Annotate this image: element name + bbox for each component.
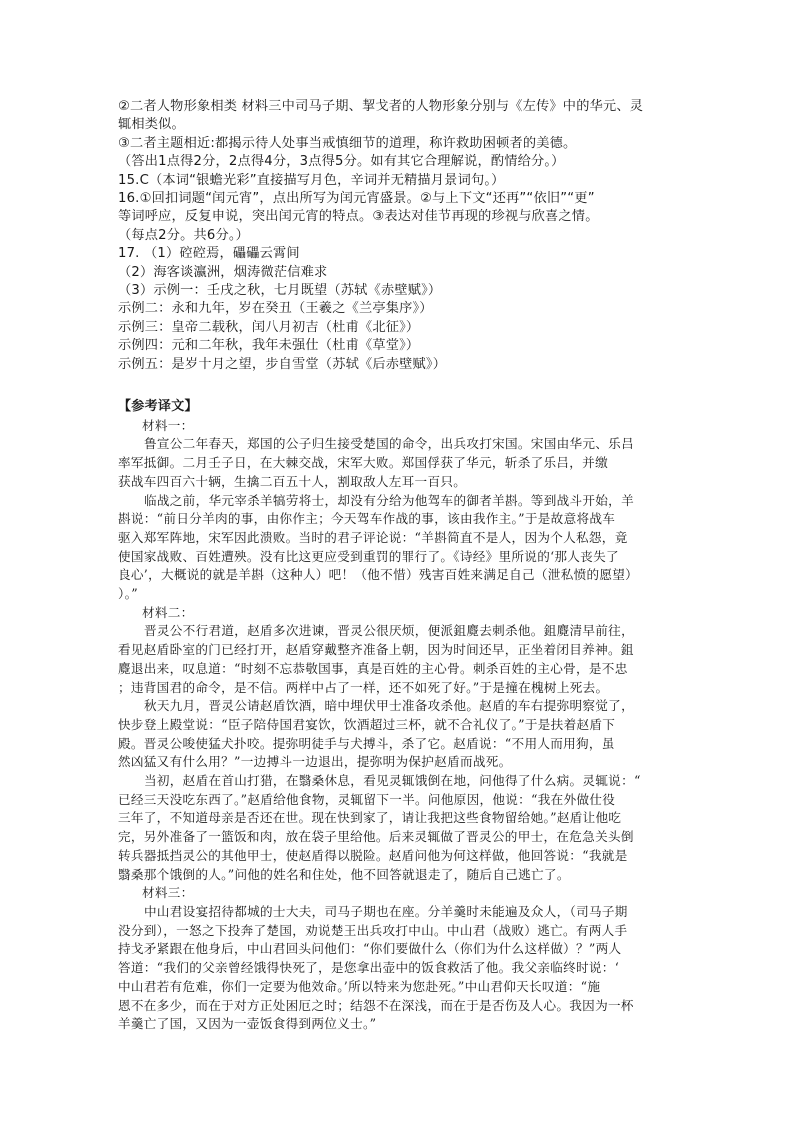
translation-line: 看见赵盾卧室的门已经打开，赵盾穿戴整齐准备上朝，因为时间还早，正坐着闭目养神。鉏 <box>118 642 634 658</box>
answer-line: 示例二：永和九年，岁在癸丑（王羲之《兰亭集序》） <box>118 301 433 317</box>
translation-body <box>118 417 708 1034</box>
answer-line: （答出1点得2分，2点得4分，3点得5分。如有其它合理解说，酌情给分。） <box>118 154 565 170</box>
answer-line: 15.C（本词“银蟾光彩”直接描写月色，辛词并无精描月景词句。） <box>118 172 505 188</box>
translation-line: ；违背国君的命令，是不信。两样中占了一样，还不如死了好。”于是撞在槐树上死去。 <box>118 679 609 695</box>
translation-line: 鲁宣公二年春天，郑国的公子归生接受楚国的命令，出兵攻打宋国。宋国由华元、乐吕 <box>144 436 634 452</box>
translation-line: 殿。晋灵公唆使猛犬扑咬。提弥明徒手与犬搏斗，杀了它。赵盾说：“不用人而用狗，虽 <box>118 735 615 751</box>
answer-line: 16.①回扣词题“闰元宵”，点出所写为闰元宵盛景。②与上下文“还再”“依旧”“更” <box>118 191 595 207</box>
translation-line: 材料二： <box>142 604 194 620</box>
translation-line: 临战之前，华元宰杀羊犒劳将士，却没有分给为他驾车的御者羊斟。等到战斗开始，羊 <box>144 492 634 508</box>
answer-line: 辄相类似。 <box>118 117 185 133</box>
translation-line: 驱入郑军阵地，宋军因此溃败。当时的君子评论说：“羊斟简直不是人，因为个人私怨，竟 <box>118 529 628 545</box>
translation-line: 晋灵公不行君道，赵盾多次进谏，晋灵公很厌烦，便派鉏麑去刺杀他。鉏麑清早前往， <box>144 623 634 639</box>
translation-line: 中山君若有危难，你们一定要为他效命。’所以特来为您赴死。”中山君仰天长叹道：“施 <box>118 978 601 994</box>
answer-line: 示例四：元和二年秋，我年未强仕（杜甫《草堂》） <box>118 338 420 354</box>
translation-line: 材料三： <box>142 885 194 901</box>
answer-line: 等词呼应，反复申说，突出闰元宵的特点。③表达对佳节再现的珍视与欣喜之情。 <box>118 209 599 225</box>
answer-line: （每点2分。共6分。） <box>118 227 250 243</box>
answer-line: 示例三：皇帝二载秋，闰八月初吉（杜甫《北征》） <box>118 319 420 335</box>
translation-line: 斟说：“前日分羊肉的事，由你作主；今天驾车作战的事，该由我作主。”于是故意将战车 <box>118 511 616 527</box>
translation-line: ）。” <box>118 586 138 602</box>
translation-line: 转兵器抵挡灵公的其他甲士，使赵盾得以脱险。赵盾问他为何这样做，他回答说：“我就是 <box>118 847 628 863</box>
translation-line: 恩不在多少，而在于对方正处困厄之时；结怨不在深浅，而在于是否伤及人心。我因为一杯 <box>118 997 634 1013</box>
translation-line: 答道：“我们的父亲曾经饿得快死了，是您拿出壶中的饭食救活了他。我父亲临终时说：‘ <box>118 960 620 976</box>
translation-line: 秋天九月，晋灵公请赵盾饮酒，暗中埋伏甲士准备攻杀他。赵盾的车右提弥明察觉了， <box>144 698 634 714</box>
translation-heading: 【参考译文】 <box>118 399 198 414</box>
translation-line: 没分到），一怒之下投奔了楚国，劝说楚王出兵攻打中山。中山君（战败）逃亡。有两人手 <box>118 922 628 938</box>
answer-line: （2）海客谈瀛洲，烟涛微茫信难求 <box>118 264 328 280</box>
translation-line: 获战车四百六十辆，生擒二百五十人，割取敌人左耳一百只。 <box>118 473 467 489</box>
answer-line: （3）示例一：壬戌之秋，七月既望（苏轼《赤壁赋》） <box>118 283 442 299</box>
translation-line: 快步登上殿堂说：“臣子陪侍国君宴饮，饮酒超过三杯，就不合礼仪了。”于是扶着赵盾下 <box>118 716 616 732</box>
answer-line: ③二者主题相近:都揭示待人处事当戒慎细节的道理，称许救助困顿者的美德。 <box>118 135 577 151</box>
translation-line: 良心’，大概说的就是羊斟（这种人）吧！（他不惜）残害百姓来满足自己（泄私愤的愿望） <box>118 567 639 583</box>
translation-line: 麑退出来，叹息道：“时刻不忘恭敬国事，真是百姓的主心骨。刺杀百姓的主心骨，是不忠 <box>118 660 628 676</box>
translation-line: 持戈矛紧跟在他身后，中山君回头问他们：“你们要做什么（你们为什么这样做）？”两人 <box>118 941 622 957</box>
translation-line: 完，另外准备了一篮饭和肉，放在袋子里给他。后来灵辄做了晋灵公的甲士，在危急关头倒 <box>118 829 634 845</box>
translation-line: 羊羹亡了国，又因为一壶饭食得到两位义士。” <box>118 1016 377 1032</box>
answer-line: 示例五：是岁十月之望，步自雪堂（苏轼《后赤壁赋》） <box>118 356 447 372</box>
translation-line: 当初，赵盾在首山打猎，在翳桑休息，看见灵辄饿倒在地，问他得了什么病。灵辄说：“ <box>144 773 641 789</box>
translation-line: 使国家战败、百姓遭殃。没有比这更应受到重罚的罪行了。《诗经》里所说的‘那人丧失了 <box>118 548 619 564</box>
translation-line: 率军抵御。二月壬子日，在大棘交战，宋军大败。郑国俘获了华元，斩杀了乐吕，并缴 <box>118 455 608 471</box>
answer-line: ②二者人物形象相类 材料三中司马子期、挈戈者的人物形象分别与《左传》中的华元、灵 <box>118 99 644 114</box>
translation-line: 翳桑那个饿倒的人。”问他的姓名和住处，他不回答就退走了，随后自己逃亡了。 <box>118 866 570 882</box>
answer-line: 17. （1）硿硿焉，礧礧云霄间 <box>118 246 300 262</box>
translation-line: 三年了，不知道母亲是否还在世。现在快到家了，请让我把这些食物留给她。”赵盾让他吃 <box>118 810 622 826</box>
translation-line: 已经三天没吃东西了。”赵盾给他食物，灵辄留下一半。问他原因，他说：“我在外做仕役 <box>118 791 616 807</box>
answer-key-section <box>118 98 708 374</box>
translation-line: 中山君设宴招待都城的士大夫，司马子期也在座。分羊羹时未能遍及众人，（司马子期 <box>144 903 628 919</box>
translation-line: 然凶猛又有什么用？”一边搏斗一边退出，提弥明为保护赵盾而战死。 <box>118 754 512 770</box>
translation-line: 材料一： <box>142 417 194 433</box>
reference-translation-section <box>118 398 708 1034</box>
